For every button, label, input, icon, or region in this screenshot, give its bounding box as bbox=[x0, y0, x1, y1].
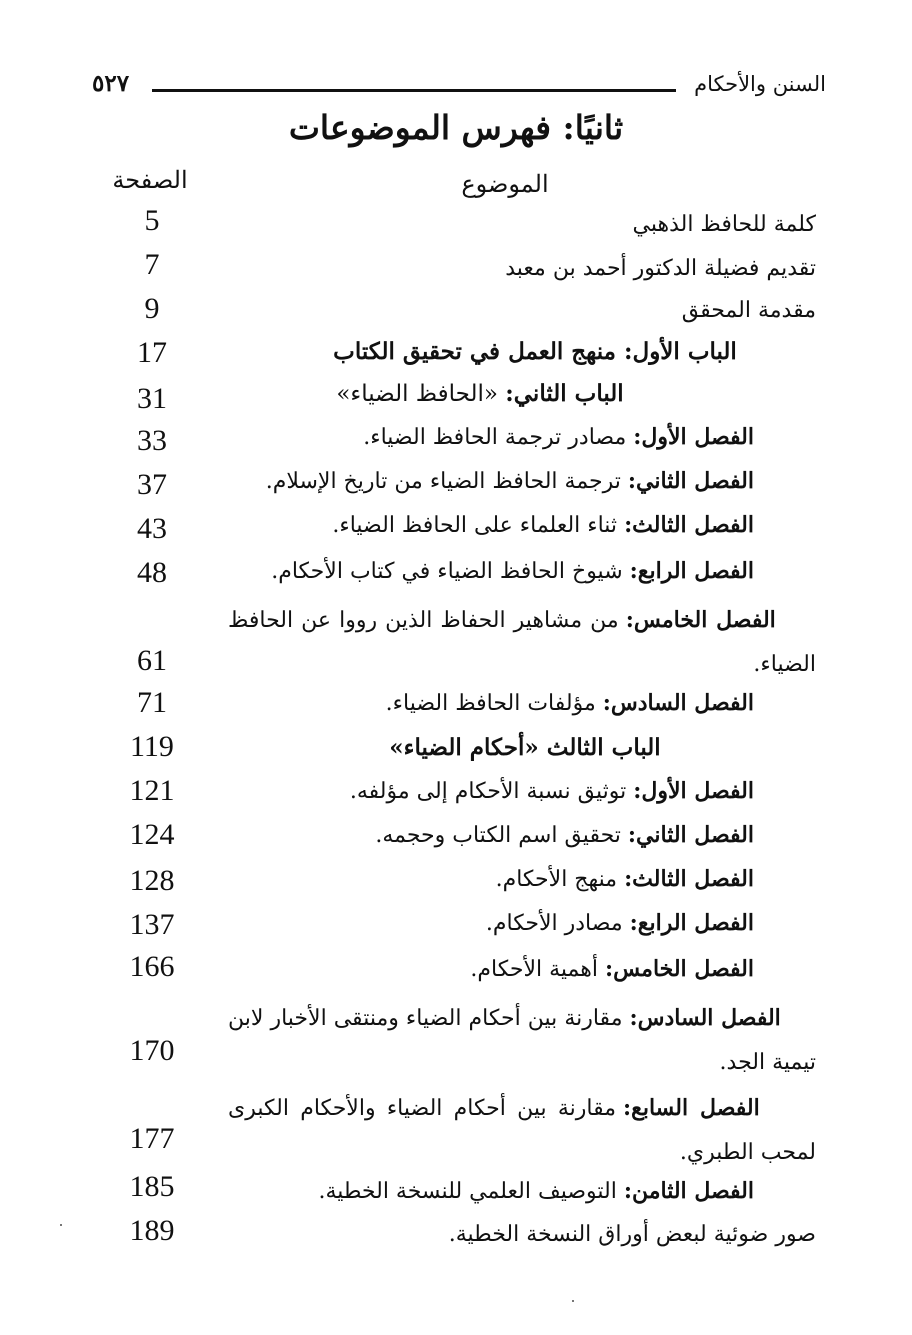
toc-entry-label: الفصل الرابع: bbox=[629, 558, 754, 584]
toc-entry-page: 121 bbox=[129, 774, 175, 807]
toc-entry-title: الباب الأول: منهج العمل في تحقيق الكتاب bbox=[333, 338, 737, 365]
toc-entry-page: 37 bbox=[137, 468, 167, 501]
toc-entry-page: 31 bbox=[137, 382, 167, 415]
toc-entry-page: 189 bbox=[129, 1214, 175, 1247]
running-header bbox=[86, 68, 826, 108]
toc-entry-label: الفصل الخامس: bbox=[604, 956, 754, 982]
toc-entry-page: 5 bbox=[144, 204, 160, 237]
toc-entry-page: 71 bbox=[137, 686, 167, 719]
toc-entry-title: كلمة للحافظ الذهبي bbox=[632, 212, 816, 237]
toc-entry-title: الفصل الثاني: ترجمة الحافظ الضياء من تاريخ الإسلام. bbox=[265, 468, 754, 494]
toc-entry-label: الفصل الأول: bbox=[633, 778, 754, 804]
column-header-page: الصفحة bbox=[112, 166, 188, 194]
toc-entry-title: الفصل الرابع: مصادر الأحكام. bbox=[485, 910, 754, 936]
toc-entry-title: ​ الفصل الخامس: من مشاهير الحفاظ الذين رووا عن الحافظ الضياء. bbox=[228, 607, 817, 677]
toc-entry-title: الفصل الأول: مصادر ترجمة الحافظ الضياء. bbox=[363, 424, 754, 450]
toc-entry-page: 170 bbox=[129, 1034, 175, 1067]
toc-entry-title: ​ الفصل السادس: مقارنة بين أحكام الضياء ومنتقى الأخبار لابن تيمية الجد. bbox=[228, 1005, 816, 1075]
toc-entry-label: الفصل الثالث: bbox=[624, 866, 754, 892]
header-book-title: السنن والأحكام bbox=[694, 72, 826, 96]
toc-entry-title: تقديم فضيلة الدكتور أحمد بن معبد bbox=[505, 256, 816, 281]
toc-entry-title: الفصل الثاني: تحقيق اسم الكتاب وحجمه. bbox=[375, 822, 754, 848]
toc-entry-title: ​ الفصل السابع: مقارنة بين أحكام الضياء والأحكام الكبرى لمحب الطبري. bbox=[228, 1095, 816, 1165]
toc-entry-title: الفصل السادس: مؤلفات الحافظ الضياء. bbox=[385, 690, 754, 716]
page-title: ثانيًا: فهرس الموضوعات bbox=[288, 108, 624, 147]
toc-entry-label: الفصل الأول: bbox=[633, 424, 754, 450]
toc-entry-title: الفصل الخامس: أهمية الأحكام. bbox=[470, 956, 754, 982]
scan-speck bbox=[60, 1224, 62, 1226]
toc-entry-page: 43 bbox=[137, 512, 167, 545]
toc-entry-label: الفصل الثامن: bbox=[623, 1178, 754, 1204]
toc-entry-label: الفصل السادس: bbox=[629, 1005, 781, 1031]
toc-entry-title: الفصل الأول: توثيق نسبة الأحكام إلى مؤلفه. bbox=[349, 778, 754, 804]
toc-entry-title: الفصل الثالث: منهج الأحكام. bbox=[495, 866, 754, 892]
toc-entry-page: 119 bbox=[130, 730, 174, 763]
toc-entry-title: صور ضوئية لبعض أوراق النسخة الخطية. bbox=[448, 1222, 816, 1247]
header-page-number: ٥٢٧ bbox=[92, 70, 130, 97]
toc-entry-page: 61 bbox=[137, 644, 167, 677]
toc-entry-page: 33 bbox=[137, 424, 167, 457]
toc-entry-label: الفصل الخامس: bbox=[625, 607, 776, 633]
toc-entry-page: 17 bbox=[137, 336, 167, 369]
toc-entry-page: 7 bbox=[144, 248, 160, 281]
scan-speck bbox=[572, 1300, 574, 1302]
toc-entry-label: الفصل السادس: bbox=[602, 690, 754, 716]
toc-entry-title: الفصل الرابع: شيوخ الحافظ الضياء في كتاب الأحكام. bbox=[271, 558, 754, 584]
toc-entry-label: الفصل الثالث: bbox=[624, 512, 754, 538]
toc-entry-title: الفصل الثامن: التوصيف العلمي للنسخة الخطية. bbox=[318, 1178, 754, 1204]
header-rule bbox=[152, 89, 676, 92]
toc-entry-title: الباب الثالث «أحكام الضياء» bbox=[389, 734, 661, 761]
toc-entry-title: الباب الثاني: «الحافظ الضياء» bbox=[336, 380, 624, 407]
toc-entry-title: مقدمة المحقق bbox=[681, 298, 816, 323]
toc-entry-label: الفصل الثاني: bbox=[627, 468, 754, 494]
toc-entry-page: 128 bbox=[129, 864, 175, 897]
toc-entry-title: الفصل الثالث: ثناء العلماء على الحافظ الضياء. bbox=[332, 512, 754, 538]
toc-entry-label: الباب الثاني: bbox=[505, 380, 624, 407]
toc-entry-page: 185 bbox=[129, 1170, 175, 1203]
toc-entry-label: الفصل الثاني: bbox=[627, 822, 754, 848]
toc-entry-label: الباب الثالث bbox=[546, 734, 661, 761]
toc-entry-page: 177 bbox=[129, 1122, 175, 1155]
toc-entry-page: 166 bbox=[129, 950, 175, 983]
toc-entry-page: 124 bbox=[129, 818, 175, 851]
toc-entry-label: الفصل الرابع: bbox=[629, 910, 754, 936]
toc-entry-page: 137 bbox=[129, 908, 175, 941]
toc-entry-page: 9 bbox=[144, 292, 160, 325]
toc-entry-page: 48 bbox=[137, 556, 167, 589]
column-header-topic: الموضوع bbox=[461, 170, 549, 198]
toc-entry-label: الفصل السابع: bbox=[623, 1095, 760, 1121]
